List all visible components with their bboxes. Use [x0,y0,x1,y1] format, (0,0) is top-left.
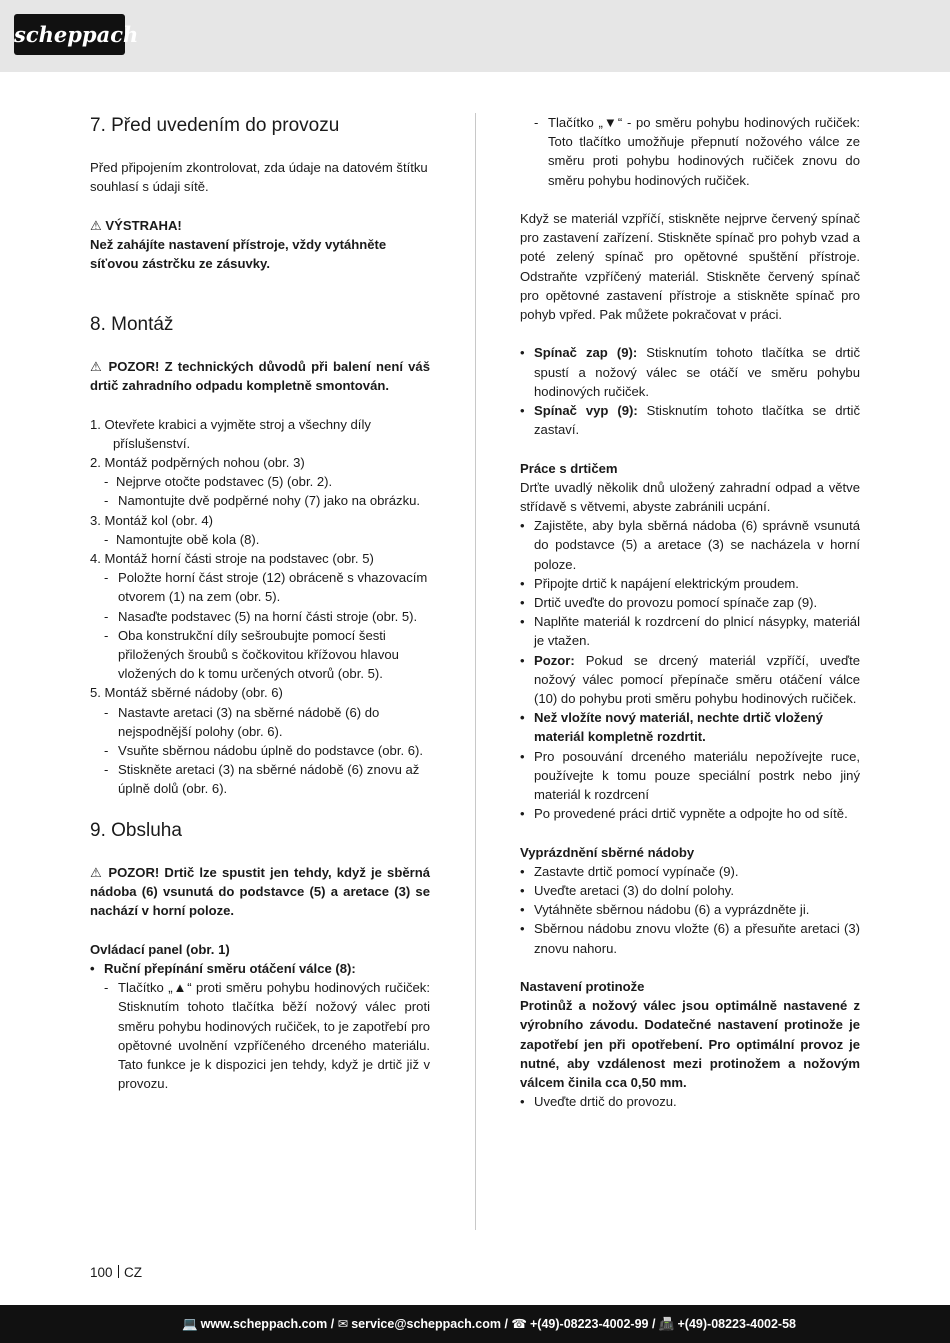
knife-bullet: • Uveďte drtič do provozu. [520,1092,860,1111]
switch-off-text: Stisknutím tohoto tlačítka se drtič zastaví. [534,403,860,438]
switch-off-item [520,401,860,439]
assembly-step: 3. Montáž kol (obr. 4) [90,512,213,528]
empty-bullet: • Uveďte aretaci (3) do dolní polohy. [520,881,860,900]
column-divider [475,113,476,1230]
footer-email[interactable]: service@scheppach.com / [351,1317,508,1331]
work-bullet: • Zajistěte, aby byla sběrná nádoba (6) správně vsunutá do podstavce (5) a aretace (3) se nacházela v horní poloze. [520,516,860,574]
work-bullet: • Připojte drtič k napájení elektrickým proudem. [520,574,860,593]
scheppach-logo: scheppach [14,14,125,55]
switch-on-label: Spínač zap (9): [534,345,638,361]
mail-icon: ✉ [337,1317,349,1331]
section-8-note: ⚠ POZOR! Z technických důvodů při balení není váš drtič zahradního odpadu kompletně smontován. [90,358,430,394]
assembly-substep: - Nejprve otočte podstavec (5) (obr. 2). [90,472,430,491]
right-column [520,113,860,1111]
assembly-step: 1. Otevřete krabici a vyjměte stroj a všechny díly příslušenství. [90,416,371,451]
work-bullet: • Pro posouvání drceného materiálu nepožívejte ruce, používejte k tomu pouze speciální postrk nebo jiný materiál k rozdrcení [520,747,860,805]
assembly-substep: - Vsuňte sběrnou nádobu úplně do podstavce (obr. 6). [90,741,430,760]
empty-bullet: • Vytáhněte sběrnou nádobu (6) a vyprázdněte ji. [520,900,860,919]
assembly-substep: - Namontujte dvě podpěrné nohy (7) jako na obrázku. [90,491,430,510]
section-7-title: 7. Před uvedením do provozu [90,115,340,136]
forward-button-text: - Tlačítko „▼“ - po směru pohybu hodinových ručiček: Toto tlačítko umožňuje přepnutí nožového válce ze směru proti pohybu hodinových ručiček znovu do směru pohybu hodinových ručiček. [520,113,860,190]
empty-bullet: • Sběrnou nádobu znovu vložte (6) a přesuňte aretaci (3) znovu nahoru. [520,919,860,957]
assembly-substep: - Nastavte aretaci (3) na sběrné nádobě (6) do nejspodnější polohy (obr. 6). [90,703,430,741]
page-language: CZ [124,1265,143,1280]
knife-paragraph: Protinůž a nožový válec jsou optimálně nastavené z výrobního závodu. Dodatečné nastavení protinože je zapotřebí jen při opotřebení. Pro optimální provoz je nutné, aby vzdálenost mezi protinožem a nožovým válcem činila cca 0,50 mm. [520,998,860,1091]
work-bullet: • Než vložíte nový materiál, nechte drtič vložený materiál kompletně rozdrtit. [520,708,860,746]
jam-paragraph: Když se materiál vzpříčí, stiskněte nejprve červený spínač pro zastavení zařízení. Stiskněte spínač pro pohyb vzad a poté zelený spínač pro opětovné spuštění přístroje. Odstraňte vzpříčený materiál. Stiskněte červený spínač pro opětovné zastavení přístroje a stiskněte spínač pro pohyb vpřed. Pak můžete pokračovat v práci. [520,211,860,323]
work-bullet: • Drtič uveďte do provozu pomocí spínače zap (9). [520,593,860,612]
work-paragraph: Drťte uvadlý několik dnů uložený zahradní odpad a větve střídavě s větvemi, abyste zabránili ucpání. [520,479,860,515]
assembly-substep: - Nasaďte podstavec (5) na horní části stroje (obr. 5). [90,607,430,626]
computer-icon: 💻 [182,1317,198,1331]
warning-text: Než zahájíte nastavení přístroje, vždy vytáhněte síťovou zástrčku ze zásuvky. [90,236,387,272]
fax-icon: 📠 [658,1317,675,1331]
left-column [90,113,430,1093]
page-number [90,1265,142,1280]
assembly-substep: - Položte horní část stroje (12) obráceně s vhazovacím otvorem (1) na zem (obr. 5). [90,568,430,606]
footer-phone: +(49)-08223-4002-99 / [530,1317,656,1331]
knife-heading: Nastavení protinože [520,979,645,995]
section-9-title: 9. Obsluha [90,819,182,841]
phone-icon: ☎ [511,1317,527,1331]
caution-label: Pozor: [534,652,575,668]
assembly-step: 5. Montáž sběrné nádoby (obr. 6) [90,685,283,701]
switch-off-label: Spínač vyp (9): [534,403,638,419]
section-9-note: ⚠ POZOR! Drtič lze spustit jen tehdy, když je sběrná nádoba (6) vsunutá do podstavce (5) a aretace (3) se nachází v horní poloze. [90,864,430,919]
assembly-step: 4. Montáž horní části stroje na podstavec (obr. 5) [90,550,374,566]
switch-on-text: Stisknutím tohoto tlačítka se drtič spustí a nožový válec se otáčí ve směru pohybu hodinových ručiček. [534,345,860,399]
caution-text: Pokud se drcený materiál vzpříčí, uveďte nožový válec pomocí přepínače směru otáčení válce (10) do pohybu proti směru pohybu hodinových ručiček. [534,652,860,707]
footer-website[interactable]: www.scheppach.com / [200,1317,335,1331]
reverse-button-text: - Tlačítko „▲“ proti směru pohybu hodinových ručiček: Stisknutím tohoto tlačítka běží nožový válec proti směru pohybu hodinových ručiček, to je zapotřebí pro opětovné uvolnění vzpříčeného drceného materiálu. Tato funkce je k dispozici jen tehdy, když je drtič již v provozu. [90,978,430,1093]
empty-heading: Vyprázdnění sběrné nádoby [520,844,695,860]
footer-bar [0,1305,950,1343]
work-bullet [520,651,860,709]
work-bullet: • Naplňte materiál k rozdrcení do plnicí násypky, materiál je vtažen. [520,612,860,650]
page-number-value: 100 [90,1265,113,1280]
work-heading: Práce s drtičem [520,460,618,476]
footer-fax: +(49)-08223-4002-58 [677,1317,796,1331]
section-8-title: 8. Montáž [90,313,174,335]
warning-heading: ⚠ VÝSTRAHA! [90,217,182,233]
section-7-text: Před připojením zkontrolovat, zda údaje na datovém štítku souhlasí s údaji sítě. [90,160,428,195]
assembly-step: 2. Montáž podpěrných nohou (obr. 3) [90,454,305,470]
header-bar [0,0,950,72]
assembly-substep: - Oba konstrukční díly sešroubujte pomocí šesti přiložených šroubů s čočkovitou křížovou hlavou vložených do k tomu určených otvorů (obr. 5). [90,626,430,684]
empty-bullet: • Zastavte drtič pomocí vypínače (9). [520,862,860,881]
control-panel-heading: Ovládací panel (obr. 1) [90,941,230,957]
switch-on-item [520,343,860,401]
page-separator [118,1265,120,1278]
assembly-substep: - Namontujte obě kola (8). [90,530,430,549]
control-panel-bullet: • Ruční přepínání směru otáčení válce (8): [90,959,430,978]
work-bullet: • Po provedené práci drtič vypněte a odpojte ho od sítě. [520,804,860,823]
assembly-substep: - Stiskněte aretaci (3) na sběrné nádobě (6) znovu až úplně dolů (obr. 6). [90,760,430,798]
